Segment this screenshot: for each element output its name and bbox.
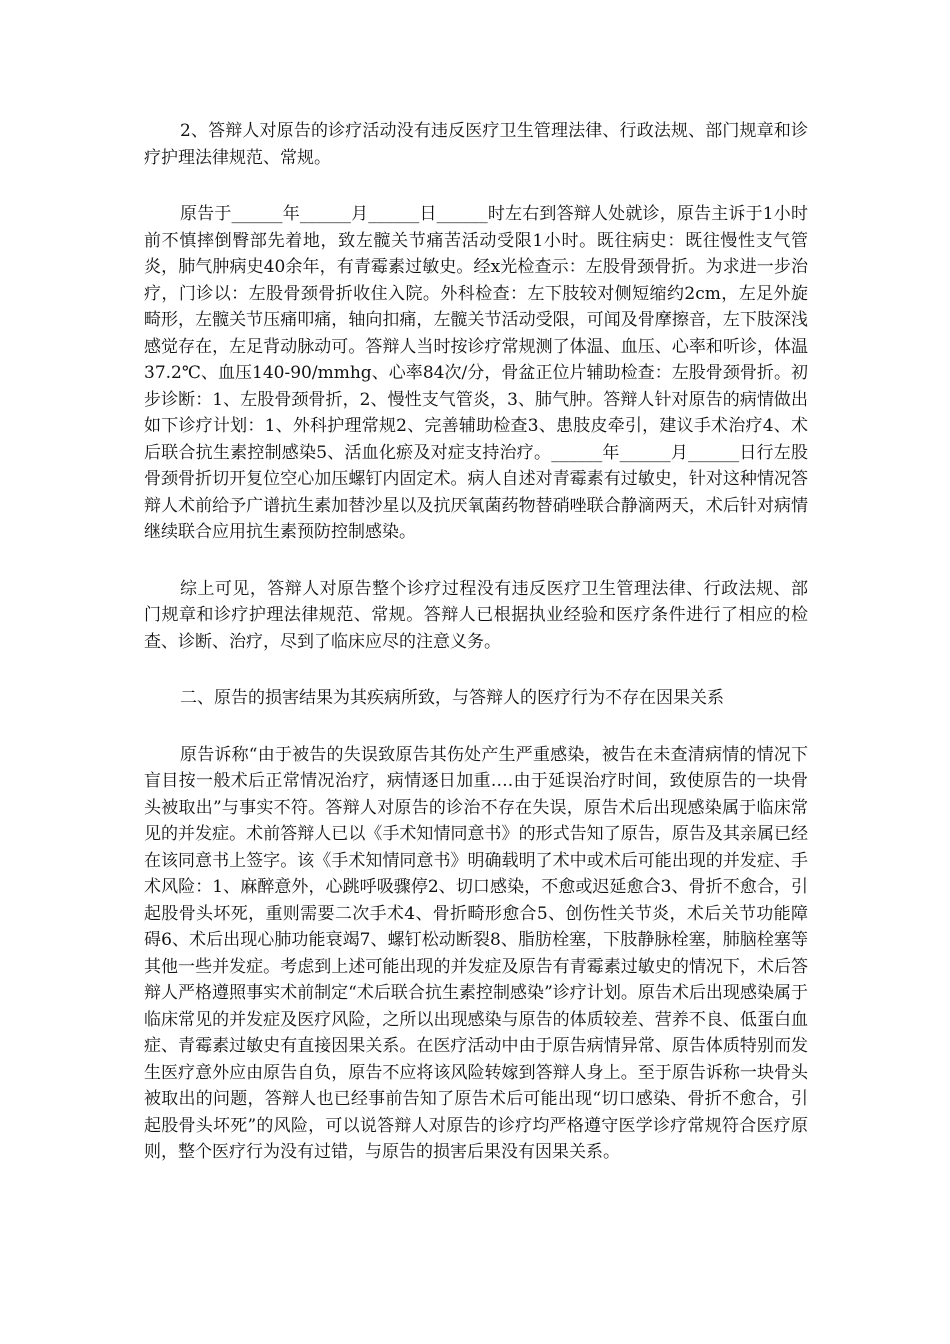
document-page bbox=[144, 118, 808, 1196]
section-heading-causation: 二、原告的损害结果为其疾病所致，与答辩人的医疗行为不存在因果关系 bbox=[180, 688, 724, 708]
paragraph-causation-argument: 原告诉称“由于被告的失误致原告其伤处产生严重感染，被告在未查清病情的情况下盲目按一般术后正常情况治疗，病情逐日加重….由于延误治疗时间，致使原告的一块骨头被取出”与事实不符。答辩人对原告的诊治不存在失误，原告术后出现感染属于临床常见的并发症。术前答辩人已以《手术知情同意书》的形式告知了原告，原告及其亲属已经在该同意书上签字。该《手术知情同意书》明确载明了术中或术后可能出现的并发症、手术风险：1、麻醉意外，心跳呼吸骤停2、切口感染，不愈或迟延愈合3、骨折不愈合，引起股骨头坏死，重则需要二次手术4、骨折畸形愈合5、创伤性关节炎，术后关节功能障碍6、术后出现心肺功能衰竭7、螺钉松动断裂8、脂肪栓塞，下肢静脉栓塞，肺脑栓塞等其他一些并发症。考虑到上述可能出现的并发症及原告有青霉素过敏史的情况下，术后答辩人严格遵照事实术前制定“术后联合抗生素控制感染”诊疗计划。原告术后出现感染属于临床常见的并发症及医疗风险，之所以出现感染与原告的体质较差、营养不良、低蛋白血症、青霉素过敏史有直接因果关系。在医疗活动中由于原告病情异常、原告体质特别而发生医疗意外应由原告自负，原告不应将该风险转嫁到答辩人身上。至于原告诉称一块骨头被取出的问题，答辩人也已经事前告知了原告术后可能出现“切口感染、骨折不愈合，引起股骨头坏死”的风险，可以说答辩人对原告的诊疗均严格遵守医学诊疗常规符合医疗原则，整个医疗行为没有过错，与原告的损害后果没有因果关系。 bbox=[144, 744, 808, 1162]
paragraph-treatment-history: 原告于______年______月______日______时左右到答辩人处就诊，原告主诉于1小时前不慎摔倒臀部先着地，致左髋关节痛苦活动受限1小时。既往病史：既往慢性支气管炎，肺气肿病史40余年，有青霉素过敏史。经x光检查示：左股骨颈骨折。为求进一步治疗，门诊以：左股骨颈骨折收住入院。外科检查：左下肢较对侧短缩约2cm，左足外旋畸形，左髋关节压痛叩痛，轴向扣痛，左髋关节活动受限，可闻及骨摩擦音，左下肢深浅感觉存在，左足背动脉动可。答辩人当时按诊疗常规测了体温、血压、心率和听诊，体温37.2℃、血压140-90/mmhg、心率84次/分，骨盆正位片辅助检查：左股骨颈骨折。初步诊断：1、左股骨颈骨折，2、慢性支气管炎，3、肺气肿。答辩人针对原告的病情做出如下诊疗计划：1、外科护理常规2、完善辅助检查3、患肢皮牵引，建议手术治疗4、术后联合抗生素控制感染5、活血化瘀及对症支持治疗。______年______月______日行左股骨颈骨折切开复位空心加压螺钉内固定术。病人自述对青霉素有过敏史，针对这种情况答辩人术前给予广谱抗生素加替沙星以及抗厌氧菌药物替硝唑联合静滴两天，术后针对病情继续联合应用抗生素预防控制感染。 bbox=[144, 204, 808, 542]
paragraph-compliance-point: 2、答辩人对原告的诊疗活动没有违反医疗卫生管理法律、行政法规、部门规章和诊疗护理法律规范、常规。 bbox=[144, 121, 808, 168]
paragraph-conclusion: 综上可见，答辩人对原告整个诊疗过程没有违反医疗卫生管理法律、行政法规、部门规章和诊疗护理法律规范、常规。答辩人已根据执业经验和医疗条件进行了相应的检查、诊断、治疗，尽到了临床应尽的注意义务。 bbox=[144, 578, 808, 652]
